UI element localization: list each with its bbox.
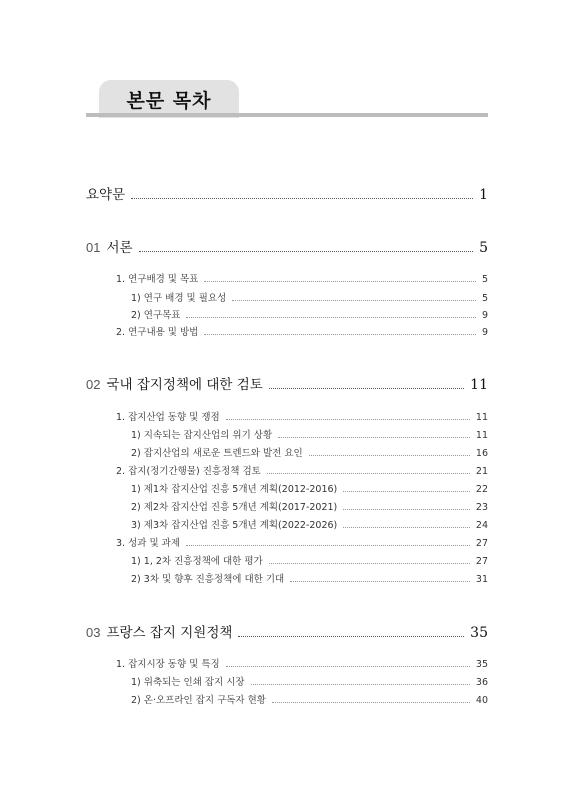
toc-item-label: 3) 제3차 잡지산업 진흥 5개년 계획(2022-2026) xyxy=(131,520,338,531)
toc-item-label: 2) 온·오프라인 잡지 구독자 현황 xyxy=(131,695,266,706)
toc-item[interactable] xyxy=(131,445,488,459)
toc-item-label: 1) 연구 배경 및 필요성 xyxy=(131,293,227,304)
dot-leader xyxy=(139,251,474,252)
toc-item[interactable] xyxy=(131,674,488,688)
chapter-number: 03 xyxy=(86,625,101,640)
toc-item-label: 2. 잡지(정기간행물) 진흥정책 검토 xyxy=(116,466,261,477)
page-title: 본문 목차 xyxy=(126,90,212,112)
toc-item[interactable] xyxy=(116,409,488,423)
toc-summary-row[interactable] xyxy=(86,183,488,203)
dot-leader xyxy=(131,198,473,199)
toc-item-page: 27 xyxy=(475,538,488,549)
chapter-page: 11 xyxy=(470,377,488,393)
toc-item[interactable] xyxy=(131,571,488,585)
toc-item-page: 5 xyxy=(481,274,488,285)
chapter-number: 01 xyxy=(86,240,101,255)
chapter-page: 35 xyxy=(470,625,488,641)
toc-item[interactable] xyxy=(116,271,488,285)
chapter-title: 프랑스 잡지 지원정책 xyxy=(106,625,233,641)
chapter-number: 02 xyxy=(86,377,101,392)
toc-item-label: 2) 3차 및 향후 진흥정책에 대한 기대 xyxy=(131,574,285,585)
toc-item-label: 3. 성과 및 과제 xyxy=(116,538,181,549)
dot-leader xyxy=(269,563,470,564)
dot-leader xyxy=(267,473,470,474)
toc-item[interactable] xyxy=(116,463,488,477)
toc-item[interactable] xyxy=(131,517,488,531)
dot-leader xyxy=(278,437,470,438)
toc-item-label: 1. 잡지산업 동향 및 쟁점 xyxy=(116,412,220,423)
dot-leader xyxy=(186,317,475,318)
toc-item-page: 9 xyxy=(481,310,488,321)
toc-item-page: 16 xyxy=(475,448,488,459)
dot-leader xyxy=(186,545,470,546)
toc-item-page: 9 xyxy=(481,327,488,338)
toc-item[interactable] xyxy=(131,307,488,321)
toc-item-label: 1) 제1차 잡지산업 진흥 5개년 계획(2012-2016) xyxy=(131,484,338,495)
chapter-page: 5 xyxy=(479,240,488,256)
toc-item-label: 1) 1, 2차 진흥정책에 대한 평가 xyxy=(131,556,263,567)
toc-item-page: 31 xyxy=(475,574,488,585)
toc-item-page: 11 xyxy=(475,430,488,441)
dot-leader xyxy=(309,455,470,456)
toc-item-page: 24 xyxy=(475,520,488,531)
toc-item[interactable] xyxy=(116,324,488,338)
toc-item[interactable] xyxy=(131,427,488,441)
dot-leader xyxy=(204,334,476,335)
toc-item-page: 22 xyxy=(475,484,488,495)
toc-item-label: 2) 잡지산업의 새로운 트렌드와 발전 요인 xyxy=(131,448,303,459)
toc-item-page: 35 xyxy=(475,659,488,670)
toc-item-label: 2. 연구내용 및 방법 xyxy=(116,327,199,338)
chapter-title: 국내 잡지정책에 대한 검토 xyxy=(106,377,263,393)
toc-item-page: 5 xyxy=(481,293,488,304)
dot-leader xyxy=(290,581,470,582)
toc-item[interactable] xyxy=(116,656,488,670)
toc-item-label: 1. 잡지시장 동향 및 특징 xyxy=(116,659,220,670)
toc-chapter-1-row[interactable] xyxy=(86,236,488,256)
dot-leader xyxy=(269,388,464,389)
toc-item-page: 40 xyxy=(475,695,488,706)
toc-item-page: 21 xyxy=(475,466,488,477)
toc-item-label: 2) 연구목표 xyxy=(131,310,181,321)
toc-item[interactable] xyxy=(131,553,488,567)
toc-item-page: 27 xyxy=(475,556,488,567)
toc-summary-label: 요약문 xyxy=(86,187,126,203)
toc-summary-page: 1 xyxy=(479,187,488,203)
toc-item-label: 1) 지속되는 잡지산업의 위기 상황 xyxy=(131,430,273,441)
dot-leader xyxy=(226,666,470,667)
dot-leader xyxy=(343,527,470,528)
dot-leader xyxy=(204,281,476,282)
toc-item[interactable] xyxy=(131,499,488,513)
dot-leader xyxy=(226,419,470,420)
toc-item[interactable] xyxy=(131,692,488,706)
toc-item[interactable] xyxy=(131,481,488,495)
toc-item[interactable] xyxy=(131,290,488,304)
dot-leader xyxy=(251,684,470,685)
toc-item-label: 1. 연구배경 및 목표 xyxy=(116,274,199,285)
title-underline xyxy=(86,113,488,117)
toc-item[interactable] xyxy=(116,535,488,549)
chapter-title: 서론 xyxy=(106,240,133,256)
toc-item-page: 23 xyxy=(475,502,488,513)
dot-leader xyxy=(238,636,464,637)
toc-item-label: 1) 위축되는 인쇄 잡지 시장 xyxy=(131,677,245,688)
toc-item-label: 2) 제2차 잡지산업 진흥 5개년 계획(2017-2021) xyxy=(131,502,338,513)
dot-leader xyxy=(343,491,470,492)
dot-leader xyxy=(272,702,470,703)
toc-item-page: 36 xyxy=(475,677,488,688)
toc-chapter-2-row[interactable] xyxy=(86,373,488,393)
toc-chapter-3-row[interactable] xyxy=(86,621,488,641)
dot-leader xyxy=(232,300,476,301)
toc-item-page: 11 xyxy=(475,412,488,423)
dot-leader xyxy=(343,509,470,510)
